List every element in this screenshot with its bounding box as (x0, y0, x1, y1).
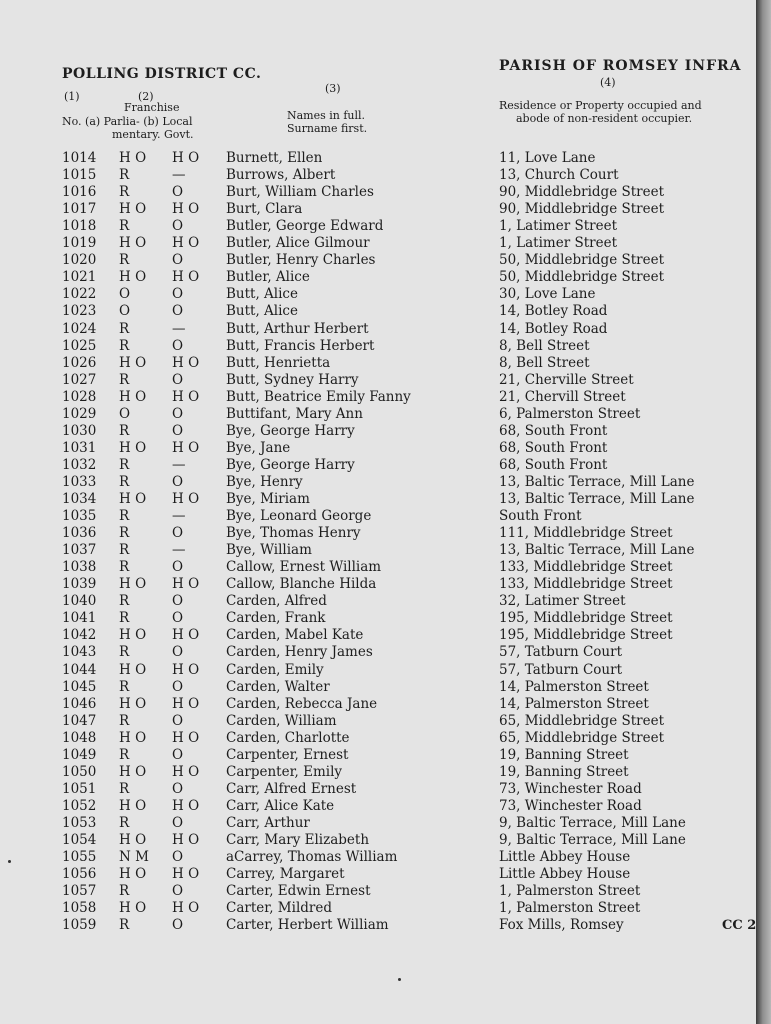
elector-residence: 1, Palmerston Street (499, 900, 641, 917)
table-row (0, 883, 756, 900)
entry-number: 1059 (62, 917, 97, 934)
elector-name: Buttifant, Mary Ann (226, 405, 363, 422)
elector-name: Carden, Emily (226, 661, 324, 678)
elector-name: Carden, William (226, 712, 337, 729)
page-edge (756, 0, 771, 1024)
parliamentary-franchise: H O (119, 354, 147, 371)
entry-number: 1023 (62, 303, 97, 320)
parliamentary-franchise: H O (119, 627, 147, 644)
elector-name: Carpenter, Emily (226, 763, 343, 780)
table-row (0, 610, 756, 627)
entry-number: 1051 (62, 780, 97, 797)
parliamentary-franchise: R (119, 678, 130, 695)
entry-number: 1020 (62, 252, 97, 269)
table-row (0, 321, 756, 338)
elector-name: Carter, Edwin Ernest (226, 883, 371, 900)
table-row (0, 303, 756, 320)
entry-number: 1016 (62, 184, 97, 201)
elector-residence: 14, Palmerston Street (499, 695, 649, 712)
elector-residence: 90, Middlebridge Street (499, 201, 664, 218)
elector-name: Butt, Francis Herbert (226, 337, 375, 354)
parliamentary-franchise: R (119, 917, 130, 934)
elector-name: Carr, Mary Elizabeth (226, 832, 370, 848)
entry-number: 1046 (62, 695, 97, 712)
table-row (0, 235, 756, 252)
elector-name: Butt, Henrietta (226, 354, 331, 371)
residence-heading: Residence or Property occupied and (499, 99, 702, 112)
parliamentary-franchise: R (119, 780, 130, 797)
table-row (0, 576, 756, 593)
local-franchise: O (172, 337, 184, 354)
entry-number: 1050 (62, 763, 97, 780)
elector-name: Carden, Alfred (226, 593, 327, 610)
elector-name: Butt, Sydney Harry (226, 371, 359, 388)
parliamentary-franchise: H O (119, 866, 147, 883)
local-franchise: — (172, 456, 186, 473)
elector-name: Carden, Rebecca Jane (226, 695, 378, 712)
parliamentary-franchise: H O (119, 661, 147, 678)
elector-residence: 14, Palmerston Street (499, 678, 649, 695)
elector-residence: 133, Middlebridge Street (499, 576, 673, 593)
table-row (0, 764, 756, 781)
elector-residence: 50, Middlebridge Street (499, 269, 664, 286)
entry-number: 1043 (62, 644, 97, 661)
elector-residence: 133, Middlebridge Street (499, 559, 673, 576)
parliamentary-franchise: R (119, 456, 130, 473)
elector-name: Burnett, Ellen (226, 150, 323, 166)
entry-number: 1055 (62, 849, 97, 866)
table-row (0, 781, 756, 798)
local-franchise: O (172, 849, 184, 866)
elector-name: Burrows, Albert (226, 167, 336, 184)
parliamentary-franchise: H O (119, 150, 147, 166)
table-row (0, 900, 756, 917)
elector-residence: 57, Tatburn Court (499, 644, 622, 661)
entry-number: 1052 (62, 797, 97, 814)
local-franchise: — (172, 167, 186, 184)
parliamentary-franchise: R (119, 746, 130, 763)
local-franchise: H O (172, 832, 200, 848)
table-row (0, 355, 756, 372)
names-heading: Names in full. (287, 109, 366, 122)
entry-number: 1015 (62, 167, 97, 184)
parliamentary-franchise: H O (119, 695, 147, 712)
local-franchise: H O (172, 388, 200, 405)
table-row (0, 269, 756, 286)
entry-number: 1034 (62, 491, 97, 507)
elector-name: Butler, Henry Charles (226, 252, 376, 269)
elector-name: Bye, Leonard George (226, 508, 372, 525)
entry-number: 1031 (62, 439, 97, 456)
local-franchise: O (172, 746, 184, 763)
elector-residence: 1, Latimer Street (499, 218, 617, 235)
local-franchise: O (172, 473, 184, 490)
table-row (0, 644, 756, 661)
elector-residence: 19, Banning Street (499, 763, 629, 780)
entry-number: 1053 (62, 814, 97, 831)
table-row (0, 338, 756, 355)
elector-residence: South Front (499, 508, 582, 525)
local-franchise: O (172, 883, 184, 900)
entry-number: 1028 (62, 388, 97, 405)
table-row (0, 849, 756, 866)
local-franchise: H O (172, 866, 200, 883)
elector-residence: 65, Middlebridge Street (499, 712, 664, 729)
parliamentary-franchise: R (119, 337, 130, 354)
local-franchise: H O (172, 763, 200, 780)
page-reference: CC 2 (722, 918, 756, 933)
elector-residence: 8, Bell Street (499, 337, 590, 354)
table-row (0, 696, 756, 713)
elector-residence: 57, Tatburn Court (499, 661, 622, 678)
elector-residence: 21, Cherville Street (499, 371, 634, 388)
elector-name: Callow, Ernest William (226, 559, 382, 576)
table-row (0, 730, 756, 747)
local-franchise: H O (172, 269, 200, 286)
entry-number: 1035 (62, 508, 97, 525)
table-row (0, 372, 756, 389)
parliamentary-franchise: R (119, 712, 130, 729)
local-franchise: O (172, 252, 184, 269)
elector-name: Carter, Mildred (226, 900, 332, 917)
polling-district-title: POLLING DISTRICT CC. (62, 66, 262, 82)
elector-name: Butt, Alice (226, 303, 298, 320)
entry-number: 1048 (62, 729, 97, 746)
table-row (0, 679, 756, 696)
local-franchise: O (172, 780, 184, 797)
local-franchise: O (172, 371, 184, 388)
parliamentary-franchise: H O (119, 900, 147, 917)
parliamentary-franchise: R (119, 473, 130, 490)
residence-subheading: abode of non-resident occupier. (516, 112, 693, 125)
elector-residence: 195, Middlebridge Street (499, 627, 673, 644)
parliamentary-franchise: O (119, 303, 131, 320)
entry-number: 1042 (62, 627, 97, 644)
entry-number: 1057 (62, 883, 97, 900)
elector-residence: 30, Love Lane (499, 286, 596, 303)
local-franchise: H O (172, 150, 200, 166)
entry-number: 1027 (62, 371, 97, 388)
elector-residence: 73, Winchester Road (499, 797, 642, 814)
entry-number: 1038 (62, 559, 97, 576)
table-row (0, 150, 756, 167)
table-row (0, 593, 756, 610)
elector-name: Carden, Henry James (226, 644, 373, 661)
parliamentary-franchise: O (119, 405, 131, 422)
elector-residence: 13, Baltic Terrace, Mill Lane (499, 473, 695, 490)
local-franchise: H O (172, 695, 200, 712)
table-row (0, 201, 756, 218)
local-franchise: O (172, 422, 184, 439)
local-franchise: H O (172, 201, 200, 218)
local-franchise: O (172, 593, 184, 610)
local-franchise: — (172, 320, 186, 337)
local-franchise: O (172, 218, 184, 235)
local-franchise: O (172, 610, 184, 627)
parliamentary-franchise: R (119, 371, 130, 388)
table-row (0, 866, 756, 883)
table-row (0, 286, 756, 303)
elector-residence: 13, Baltic Terrace, Mill Lane (499, 542, 695, 559)
elector-name: Bye, William (226, 542, 312, 559)
elector-name: Carr, Arthur (226, 814, 310, 831)
franchise-subheading: No. (a) Parlia- (b) Local (62, 115, 193, 128)
elector-residence: 19, Banning Street (499, 746, 629, 763)
entry-number: 1032 (62, 456, 97, 473)
entry-number: 1030 (62, 422, 97, 439)
elector-name: Carpenter, Ernest (226, 746, 349, 763)
entry-number: 1036 (62, 525, 97, 542)
elector-name: Butler, George Edward (226, 218, 384, 235)
table-row (0, 917, 756, 934)
local-franchise: H O (172, 491, 200, 507)
table-row (0, 252, 756, 269)
entry-number: 1040 (62, 593, 97, 610)
entry-number: 1044 (62, 661, 97, 678)
elector-name: Bye, George Harry (226, 422, 355, 439)
parliamentary-franchise: H O (119, 729, 147, 746)
elector-name: Carden, Charlotte (226, 729, 350, 746)
local-franchise: H O (172, 627, 200, 644)
table-row (0, 406, 756, 423)
entry-number: 1014 (62, 150, 97, 166)
col1-number: (1) (64, 90, 80, 103)
parliamentary-franchise: H O (119, 201, 147, 218)
entry-number: 1024 (62, 320, 97, 337)
table-row (0, 474, 756, 491)
table-row (0, 832, 756, 849)
table-row (0, 218, 756, 235)
entry-number: 1025 (62, 337, 97, 354)
local-franchise: O (172, 559, 184, 576)
elector-residence: 65, Middlebridge Street (499, 729, 664, 746)
entry-number: 1056 (62, 866, 97, 883)
elector-residence: 1, Palmerston Street (499, 883, 641, 900)
elector-residence: Fox Mills, Romsey (499, 917, 624, 934)
local-franchise: O (172, 286, 184, 303)
elector-residence: Little Abbey House (499, 849, 631, 866)
table-row (0, 389, 756, 406)
elector-name: Carr, Alice Kate (226, 797, 335, 814)
speck (8, 860, 11, 863)
parliamentary-franchise: R (119, 644, 130, 661)
table-row (0, 440, 756, 457)
parliamentary-franchise: R (119, 525, 130, 542)
local-franchise: H O (172, 576, 200, 593)
parliamentary-franchise: H O (119, 797, 147, 814)
table-row (0, 798, 756, 815)
col3-number: (3) (325, 82, 341, 95)
elector-name: Bye, Henry (226, 473, 303, 490)
parliamentary-franchise: N M (119, 849, 149, 866)
parliamentary-franchise: H O (119, 388, 147, 405)
entry-number: 1026 (62, 354, 97, 371)
elector-name: Callow, Blanche Hilda (226, 576, 377, 593)
table-row (0, 491, 756, 508)
elector-name: aCarrey, Thomas William (226, 849, 398, 866)
elector-residence: 21, Chervill Street (499, 388, 626, 405)
local-franchise: O (172, 405, 184, 422)
table-row (0, 559, 756, 576)
elector-name: Carden, Frank (226, 610, 326, 627)
elector-residence: 6, Palmerston Street (499, 405, 641, 422)
table-row (0, 184, 756, 201)
elector-residence: 14, Botley Road (499, 303, 608, 320)
elector-name: Bye, Jane (226, 439, 291, 456)
names-subheading: Surname first. (287, 122, 368, 135)
elector-residence: 50, Middlebridge Street (499, 252, 664, 269)
elector-residence: 13, Church Court (499, 167, 619, 184)
elector-name: Butler, Alice (226, 269, 310, 286)
elector-residence: 11, Love Lane (499, 150, 596, 166)
table-row (0, 423, 756, 440)
elector-name: Carden, Mabel Kate (226, 627, 364, 644)
elector-name: Butt, Alice (226, 286, 298, 303)
table-row (0, 457, 756, 474)
local-franchise: O (172, 814, 184, 831)
entry-number: 1039 (62, 576, 97, 593)
elector-residence: 1, Latimer Street (499, 235, 617, 252)
elector-name: Carter, Herbert William (226, 917, 389, 934)
elector-name: Butt, Arthur Herbert (226, 320, 369, 337)
elector-name: Carden, Walter (226, 678, 330, 695)
elector-residence: 73, Winchester Road (499, 780, 642, 797)
local-franchise: H O (172, 729, 200, 746)
elector-name: Carrey, Margaret (226, 866, 345, 883)
parliamentary-franchise: O (119, 286, 131, 303)
elector-residence: 68, South Front (499, 439, 608, 456)
local-franchise: O (172, 303, 184, 320)
entry-number: 1018 (62, 218, 97, 235)
parliamentary-franchise: R (119, 559, 130, 576)
local-franchise: O (172, 184, 184, 201)
elector-residence: 195, Middlebridge Street (499, 610, 673, 627)
table-row (0, 815, 756, 832)
elector-name: Burt, William Charles (226, 184, 374, 201)
elector-residence: 13, Baltic Terrace, Mill Lane (499, 491, 695, 507)
local-franchise: H O (172, 439, 200, 456)
franchise-heading: Franchise (124, 101, 180, 114)
parish-title: PARISH OF ROMSEY INFRA (499, 58, 742, 74)
entry-number: 1058 (62, 900, 97, 917)
parliamentary-franchise: R (119, 252, 130, 269)
parliamentary-franchise: R (119, 542, 130, 559)
local-franchise: H O (172, 900, 200, 917)
entry-number: 1019 (62, 235, 97, 252)
local-franchise: H O (172, 661, 200, 678)
entry-number: 1029 (62, 405, 97, 422)
elector-residence: 68, South Front (499, 422, 608, 439)
parliamentary-franchise: R (119, 320, 130, 337)
elector-name: Butler, Alice Gilmour (226, 235, 370, 252)
elector-name: Carr, Alfred Ernest (226, 780, 357, 797)
parliamentary-franchise: R (119, 610, 130, 627)
table-row (0, 627, 756, 644)
parliamentary-franchise: R (119, 814, 130, 831)
elector-residence: 8, Bell Street (499, 354, 590, 371)
col4-number: (4) (600, 76, 616, 89)
local-franchise: — (172, 542, 186, 559)
entry-number: 1017 (62, 201, 97, 218)
entry-number: 1037 (62, 542, 97, 559)
entry-number: 1054 (62, 832, 97, 848)
table-row (0, 167, 756, 184)
parliamentary-franchise: H O (119, 235, 147, 252)
franchise-subheading-2: mentary. Govt. (112, 128, 194, 141)
speck (398, 978, 401, 981)
parliamentary-franchise: R (119, 422, 130, 439)
table-row (0, 662, 756, 679)
parliamentary-franchise: H O (119, 491, 147, 507)
elector-name: Butt, Beatrice Emily Fanny (226, 388, 411, 405)
parliamentary-franchise: H O (119, 269, 147, 286)
elector-residence: 9, Baltic Terrace, Mill Lane (499, 832, 686, 848)
parliamentary-franchise: H O (119, 763, 147, 780)
col2-number: (2) (138, 90, 154, 103)
local-franchise: H O (172, 797, 200, 814)
local-franchise: O (172, 712, 184, 729)
elector-residence: 32, Latimer Street (499, 593, 626, 610)
elector-residence: Little Abbey House (499, 866, 631, 883)
parliamentary-franchise: H O (119, 832, 147, 848)
local-franchise: — (172, 508, 186, 525)
entry-number: 1033 (62, 473, 97, 490)
local-franchise: O (172, 678, 184, 695)
elector-residence: 14, Botley Road (499, 320, 608, 337)
local-franchise: H O (172, 235, 200, 252)
entry-number: 1049 (62, 746, 97, 763)
parliamentary-franchise: R (119, 593, 130, 610)
local-franchise: O (172, 644, 184, 661)
table-row (0, 713, 756, 730)
table-row (0, 525, 756, 542)
local-franchise: O (172, 917, 184, 934)
entry-number: 1022 (62, 286, 97, 303)
elector-name: Bye, George Harry (226, 456, 355, 473)
local-franchise: H O (172, 354, 200, 371)
table-row (0, 542, 756, 559)
elector-residence: 90, Middlebridge Street (499, 184, 664, 201)
entry-number: 1021 (62, 269, 97, 286)
local-franchise: O (172, 525, 184, 542)
entry-number: 1047 (62, 712, 97, 729)
entry-number: 1045 (62, 678, 97, 695)
parliamentary-franchise: H O (119, 576, 147, 593)
table-row (0, 508, 756, 525)
elector-residence: 68, South Front (499, 456, 608, 473)
parliamentary-franchise: R (119, 883, 130, 900)
entry-number: 1041 (62, 610, 97, 627)
elector-name: Bye, Miriam (226, 491, 310, 507)
parliamentary-franchise: R (119, 218, 130, 235)
parliamentary-franchise: H O (119, 439, 147, 456)
parliamentary-franchise: R (119, 184, 130, 201)
elector-name: Burt, Clara (226, 201, 303, 218)
elector-residence: 9, Baltic Terrace, Mill Lane (499, 814, 686, 831)
elector-name: Bye, Thomas Henry (226, 525, 361, 542)
parliamentary-franchise: R (119, 508, 130, 525)
table-row (0, 747, 756, 764)
elector-residence: 111, Middlebridge Street (499, 525, 673, 542)
parliamentary-franchise: R (119, 167, 130, 184)
